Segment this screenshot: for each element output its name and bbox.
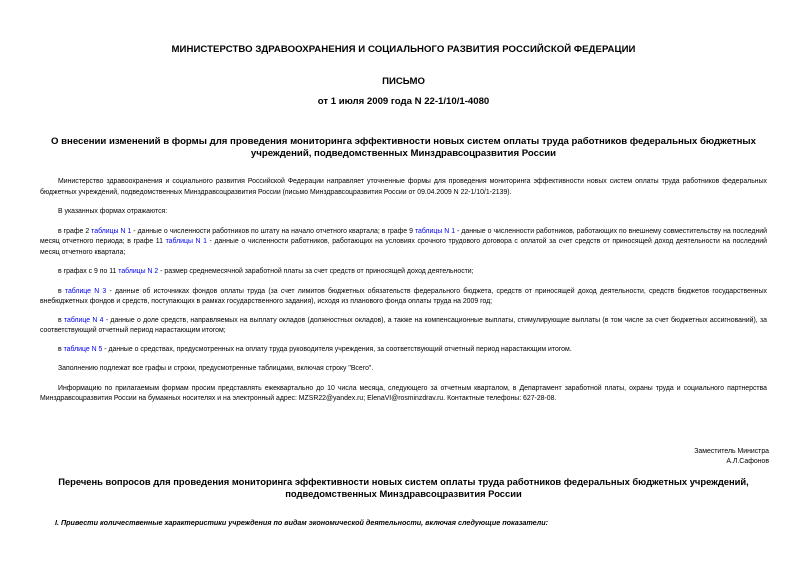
paragraph-contact-info: Информацию по прилагаемым формам просим представлять ежеквартально до 10 числа месяца, следующего за отчетным кварталом, в Департамент заработной платы, охраны труда и социального партнерства Минздравсоцразвития России на бумажных носителях и на электронный адрес: MZSR22@yandex.ru; ElenaVI@rosminzdrav.ru. Контактные телефоны: 627-28-08. [40,384,767,402]
paragraph-lead: В указанных формах отражаются: [58,208,168,215]
link-table-2[interactable]: таблицы N 2 [118,268,159,275]
paragraph-table-4: в таблице N 4 - данные о доле средств, направляемых на выплату окладов (должностных окладов), а также на компенсационные выплаты, стимулирующие выплаты (в том числе за счет бюджетных ассигнований), за соответствующий отчетный период нарастающим итогом; [40,316,767,334]
letter-body [40,177,767,414]
paragraph-intro: Министерство здравоохранения и социального развития Российской Федерации направляет уточненные формы для проведения мониторинга эффективности новых систем оплаты труда работников федеральных бюджетных учреждений, подведомственных Минздравсоцразвития России (письмо Минздравсоцразвития России от 09.04.2009 N 22-1/10/1-2139). [40,178,767,196]
paragraph-table-5: в таблице N 5 - данные о средствах, предусмотренных на оплату труда руководителя учреждения, за соответствующий отчетный период нарастающим итогом. [58,345,572,353]
link-table-1[interactable]: таблицы N 1 [414,227,456,235]
signatory-position: Заместитель Министра [694,448,769,455]
link-table-3[interactable]: таблице N 3 [64,287,107,295]
signature-block [694,447,769,467]
document-date-number: от 1 июля 2009 года N 22-1/10/1-4080 [317,96,490,107]
section-1-heading: I. Привести количественные характеристики учреждения по видам экономической деятельности, включая следующие показатели: [55,518,549,527]
paragraph-table-1: в графе 2 таблицы N 1 - данные о численности работников по штату на начало отчетного квартала; в графе 9 таблицы N 1 - данные о численности работников, работающих по внешнему совместительству на последний месяц отчетного периода; в графе 11 таблицы N 1 - данные о численности работников, работающих на условиях срочного трудового договора с оплатой за счет средств от приносящей доход деятельности на последний месяц отчетного квартала; [40,227,767,256]
signatory-name: А.Л.Сафонов [726,458,769,465]
link-table-1[interactable]: таблицы N 1 [165,238,207,245]
link-table-4[interactable]: таблице N 4 [63,316,104,324]
questions-list-title: Перечень вопросов для проведения мониторинга эффективности новых систем оплаты труда работников федеральных бюджетных учреждений, подведомственных Минздравсоцразвития России [58,476,749,499]
link-table-1[interactable]: таблицы N 1 [91,227,132,235]
ministry-heading: МИНИСТЕРСТВО ЗДРАВООХРАНЕНИЯ И СОЦИАЛЬНОГО РАЗВИТИЯ РОССИЙСКОЙ ФЕДЕРАЦИИ [171,44,636,55]
link-table-5[interactable]: таблице N 5 [63,345,103,353]
document-title: О внесении изменений в формы для проведения мониторинга эффективности новых систем оплаты труда работников федеральных бюджетных учреждений, подведомственных Минздравсоцразвития России [51,136,756,159]
paragraph-table-2: в графах с 9 по 11 таблицы N 2 - размер среднемесячной заработной платы за счет средств от приносящей доход деятельности; [58,268,474,275]
paragraph-fill-instructions: Заполнению подлежат все графы и строки, предусмотренные таблицами, включая строку "Всего". [58,365,374,372]
document-type: ПИСЬМО [382,76,425,87]
paragraph-table-3: в таблице N 3 - данные об источниках фондов оплаты труда (за счет лимитов бюджетных обязательств федерального бюджета, средств от приносящей доход деятельности, средств бюджетов государственных внебюджетных фондов и средств, поступающих в рамках государственного задания), исходя из планового фонда оплаты труда на 2009 год; [40,287,768,305]
